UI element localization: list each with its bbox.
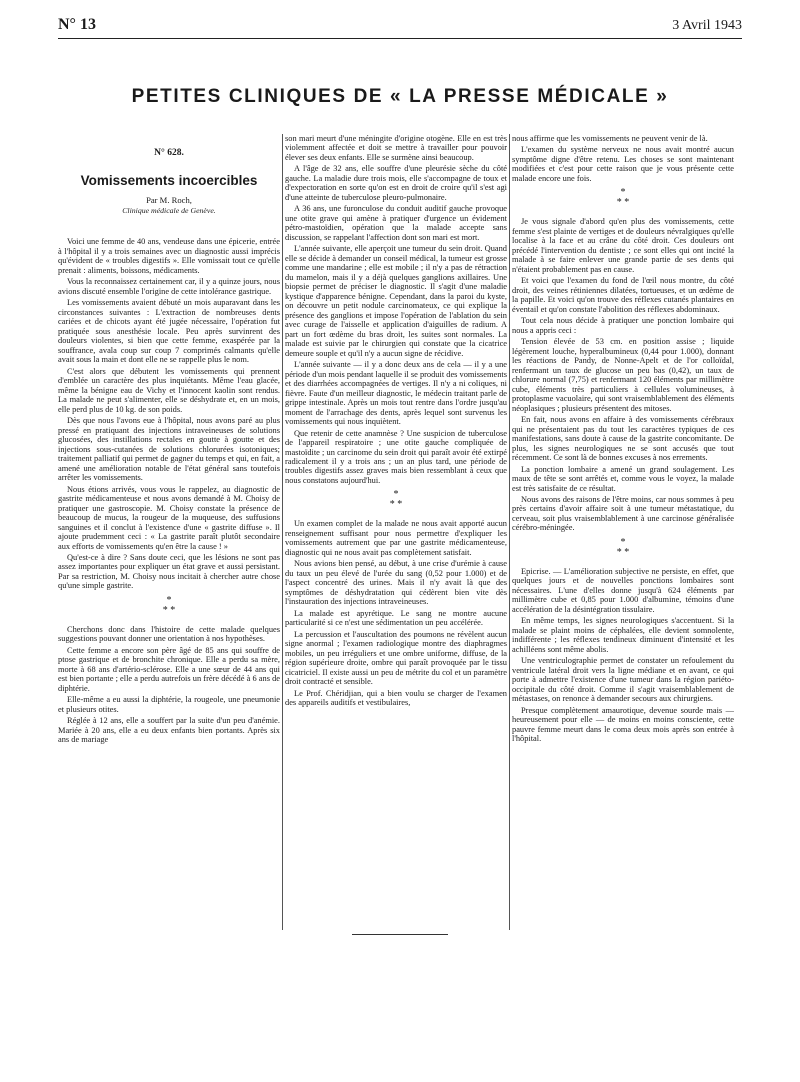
column-3 — [512, 134, 734, 930]
paragraph: son mari meurt d'une méningite d'origine otogène. Elle en est très violemment affectée et doit se mettre à travailler pour pouvoir élever ses deux enfants. Elle se surmène ainsi beaucoup. — [285, 134, 507, 162]
paragraph: Les vomissements avaient débuté un mois auparavant dans les circonstances suivantes : L'extraction de nombreuses dents cariées et de chicots ayant été jugée nécessaire, l'opération fut pratiquée sous anesthésie locale. Peu après survinrent des douleurs violentes, si bien que cette femme, exaspérée par la souffrance, avala coup sur coup 7 comprimés calmants qu'elle avait sous la main et dont elle ne se rappelle plus le nom. — [58, 298, 280, 365]
article-columns — [58, 134, 748, 930]
paragraph: Vous la reconnaissez certainement car, il y a quinze jours, nous avions discuté ensemble l'origine de cette intolérance gastrique. — [58, 277, 280, 296]
paragraph: Presque complètement amaurotique, devenue sourde mais — heureusement pour elle — de moins en moins consciente, cette pauvre femme meurt dans le coma deux mois après son entrée à l'hôpital. — [512, 705, 734, 744]
article-end-rule — [352, 934, 448, 935]
section-separator — [285, 490, 507, 510]
page-header — [58, 14, 742, 39]
paragraph: Nous avons des raisons de l'être moins, car nous sommes à peu près certains d'avoir affaire soit à une tumeur métastatique, du cerveau, soit plus vraisemblablement à une carcinose généralisée cérébro-méningée. — [512, 494, 734, 533]
paragraph: Qu'est-ce à dire ? Sans doute ceci, que les lésions ne sont pas assez importantes pour expliquer un état grave et aussi persistant. Par sa restriction, M. Choisy nous incitait à chercher autre chose qu'une simple gastrite. — [58, 552, 280, 591]
author: Par M. Roch, — [146, 194, 192, 205]
issue-number: N° 13 — [58, 16, 96, 33]
separator-star-top: * — [620, 187, 626, 199]
paragraph: Le Prof. Chéridjian, qui a bien voulu se charger de l'examen des appareils auditifs et vestibulaires, — [285, 688, 507, 708]
column-divider — [509, 134, 510, 930]
section-separator — [512, 538, 734, 558]
paragraph: A 36 ans, une furonculose du conduit auditif gauche provoque une otite grave qui amène à pratiquer d'urgence un évidement pétro-mastoïdien, opération que la malade accepte sans discussion, se rappelant l'affection dont son mari est mort. — [285, 204, 507, 242]
paragraph: Je vous signale d'abord qu'en plus des vomissements, cette femme s'est plainte de vertiges et de douleurs névralgiques qu'elle localise à la face et au crâne du côté droit. Ces douleurs ont précédé l'intervention du dentiste ; ce sont elles qui ont incité la malade à se faire enlever une grande partie de ses dents qui n'étaient probablement pas en cause. — [512, 217, 734, 274]
separator-star-bottom: * * — [616, 546, 630, 558]
separator-star-bottom: * * — [162, 604, 176, 616]
paragraph: Un examen complet de la malade ne nous avait apporté aucun renseignement suffisant pour nous permettre d'expliquer les vomissements autrement que par une gastrite médicamenteuse, diagnostic qui ne nous avait pas complètement satisfait. — [285, 519, 507, 557]
paragraph: Dès que nous l'avons eue à l'hôpital, nous avons paré au plus pressé en pratiquant des injections intraveineuses de solutions glucosées, des instillations rectales en goutte à goutte et des injections sous-cutanées de solutions chlorurées isotoniques; traitement palliatif qui permet de gagner du temps et qui, en fait, a amené une amélioration notable de l'état général sans toutefois arrêter les vomissements. — [58, 416, 280, 483]
separator-star-bottom: * * — [389, 499, 403, 511]
paragraph: L'année suivante — il y a donc deux ans de cela — il y a une période d'un mois pendant laquelle il se produit des vomissements et des diarrhées accompagnées de vertiges. Il n'y a ni coliques, ni fièvre. Faute d'un meilleur diagnostic, le médecin traitant parle de grippe intestinale. Après un mois tout rentre dans l'ordre jusqu'au moment de l'arrachage des dents, après lequel sont survenus les vomissements qui nous inquiètent. — [285, 360, 507, 427]
paragraph: Réglée à 12 ans, elle a souffert par la suite d'un peu d'anémie. Mariée à 20 ans, elle a eu deux enfants bien portants. Après six ans de mariage — [58, 716, 280, 745]
paragraph: Epicrise. — L'amélioration subjective ne persiste, en effet, que quelques jours et de nouvelles ponctions lombaires sont nécessaires. L'une d'elles donne jusqu'à 624 éléments par millimètre cube et 0,85 pour 1.000 d'albumine, témoins d'une accélération de la désintégration tissulaire. — [512, 566, 734, 614]
paragraph: Voici une femme de 40 ans, vendeuse dans une épicerie, entrée à l'hôpital il y a trois semaines avec un diagnostic aussi imprécis qu'évident de « troubles digestifs ». Elle vomissait tout ce qu'elle prenait : aliments, boissons, médicaments. — [58, 237, 280, 275]
paragraph: C'est alors que débutent les vomissements qui prennent d'emblée un caractère des plus inquiétants. Même l'eau glacée, même la bénigne eau de Vichy et l'innocent kaolin sont rendus. La malade ne peut s'alimenter, elle se déshydrate et, en un mois, elle perd plus de 10 kg. de son poids. — [58, 366, 280, 414]
paragraph: Tension élevée de 53 cm. en position assise ; liquide légèrement louche, hyperalbumineux (0,44 pour 1.000), donnant les réactions de Pandy, de Nonne-Apelt et de l'or colloïdal, renfermant un taux de glucose un peu bas (0,42), un taux de chlorure normal (7,75) et renfermant 120 éléments par millimètre cube, éléments très particuliers à cellules volumineuses, à protoplasme vacuolaire, qui sont vraisemblablement des éléments néoplasiques ; plusieurs présentent des mitoses. — [512, 337, 734, 413]
paragraph: nous affirme que les vomissements ne peuvent venir de là. — [512, 134, 708, 143]
paragraph: A l'âge de 32 ans, elle souffre d'une pleurésie sèche du côté gauche. La maladie dure trois mois, elle s'accompagne de toux et d'expectoration en sorte qu'on est en droit de croire qu'il s'est agi d'une atteinte de tuberculose pleuro-pulmonaire. — [285, 164, 507, 202]
article-number: N° 628. — [154, 148, 184, 158]
paragraph: Elle-même a eu aussi la diphtérie, la rougeole, une pneumonie et plusieurs otites. — [58, 695, 280, 714]
paragraph: Nous avions bien pensé, au début, à une crise d'urémie à cause du taux un peu élevé de l'urée du sang (0,52 pour 1.000) et de l'aspect concentré des urines. Mais il n'y avait là que des symptômes de déshydratation qui cédèrent bien vite dès l'instauration des injections intraveineuses. — [285, 559, 507, 607]
paragraph: La ponction lombaire a amené un grand soulagement. Les maux de tête se sont arrêtés et, comme vous le voyez, la malade est très satisfaite de ce résultat. — [512, 464, 734, 493]
paragraph: Que retenir de cette anamnèse ? Une suspicion de tuberculose de l'appareil respiratoire ; une otite gauche compliquée de mastoïdite ; un carcinome du sein droit qui paraît avoir été extirpé radicalement il y a trois ans ; un an plus tard, une période de troubles digestifs assez graves mais bien ressemblant à ceux que nous constatons aujourd'hui. — [285, 428, 507, 485]
paragraph: Et voici que l'examen du fond de l'œil nous montre, du côté droit, des veines rétiniennes dilatées, tortueuses, et un œdème de la papille. Et voici qu'on trouve des réflexes cutanés plantaires en éventail et qu'on constate l'abolition des réflexes abdominaux. — [512, 276, 734, 314]
author-affiliation: Clinique médicale de Genève. — [122, 205, 216, 215]
paragraph: L'année suivante, elle aperçoit une tumeur du sein droit. Quand elle se décide à demander un conseil médical, la tumeur est grosse comme une mandarine ; elle est mobile ; il n'y a pas de rétraction du mamelon, mais il y a déjà quelques ganglions axillaires. Une biopsie permet de préciser le diagnostic. Il s'agit d'une maladie kystique d'apparence bénigne. Cependant, dans la paroi du kyste, on découvre un petit nodule carcinomateux, ce qui explique la présence des ganglions et impose l'opération de l'ablation du sein avec curage de l'aisselle et application d'aiguilles de radium. A part un fort œdème du bras droit, les suites sont normales. La malade est suivie par le chirurgien qui constate que la cicatrice demeure souple et qu'il n'y a aucun signe de récidive. — [285, 244, 507, 358]
separator-star-bottom: * * — [616, 197, 630, 209]
article-title: Vomissements incoercibles — [80, 172, 258, 188]
paragraph: L'examen du système nerveux ne nous avait montré aucun symptôme digne d'être retenu. Les choses se sont maintenant modifiées et c'est pour cette raison que je vous présente cette malade encore une fois. — [512, 145, 734, 183]
paragraph: Cette femme a encore son père âgé de 85 ans qui souffre de ptose gastrique et de bronchite chronique. Elle a perdu sa mère, morte à 68 ans d'artério-sclérose. Elle a une sœur de 44 ans qui est bien portante ; elle a perdu autrefois un frère décédé à 6 ans de diphtérie. — [58, 645, 280, 693]
paragraph: Tout cela nous décide à pratiquer une ponction lombaire qui nous a appris ceci : — [512, 316, 734, 335]
column-1 — [58, 134, 280, 930]
paragraph: Une ventriculographie permet de constater un refoulement du ventricule latéral droit vers la ligne médiane et en avant, ce qui porte à admettre l'existence d'une tumeur dans la région pariéto-occipitale du côté droit. Comme il s'agit vraisemblablement de métastases, on renonce à demander secours aux chirurgiens. — [512, 656, 734, 704]
paragraph: La percussion et l'auscultation des poumons ne révèlent aucun signe anormal ; l'examen radiologique montre des diaphragmes mobiles, un peu irréguliers et une ombre uniforme, diffuse, de la région supérieure droite, ombre qui paraît provoquée par le tissu cicatriciel. Il existe aussi un peu de métrite du col et un paramètre droit contracté et sensible. — [285, 629, 507, 687]
section-banner: PETITES CLINIQUES DE « LA PRESSE MÉDICALE » — [131, 86, 669, 107]
paragraph: La malade est apyrétique. Le sang ne montre aucune particularité si ce n'est une sédimentation un peu accélérée. — [285, 608, 507, 628]
separator-star-top: * — [620, 536, 626, 548]
paragraph: En fait, nous avons en affaire à des vomissements cérébraux qui ne présentaient pas du tout les caractères typiques de ces manifestations, sans doute à cause de la gastrite concomitante. De plus, les signes neurologiques ne se sont accusés que tout récemment. Ce sont là de bonnes excuses à nos errements. — [512, 415, 734, 463]
section-separator — [58, 596, 280, 616]
paragraph: Nous étions arrivés, vous vous le rappelez, au diagnostic de gastrite médicamenteuse et nous avons demandé à M. Choisy de pratiquer une gastroscopie. M. Choisy constate la présence de beaucoup de mucus, la rougeur de la muqueuse, des suffusions sanguines et il conclut à l'existence d'une « gastrite diffuse ». Il ajoute prudemment ceci : « La gastrite paraît plutôt secondaire aux efforts de vomissements qu'en être la cause ! » — [58, 484, 280, 551]
issue-date: 3 Avril 1943 — [672, 18, 742, 33]
separator-star-top: * — [393, 489, 399, 501]
column-2 — [285, 134, 507, 930]
column-divider — [282, 134, 283, 930]
paragraph: Cherchons donc dans l'histoire de cette malade quelques suggestions pouvant donner une orientation à nos hypothèses. — [58, 624, 280, 644]
separator-star-top: * — [166, 594, 172, 606]
section-separator — [512, 188, 734, 208]
paragraph: En même temps, les signes neurologiques s'accentuent. Si la malade se plaint moins de céphalées, elle devient somnolente, indifférente ; les réflexes tendineux diminuent d'intensité et les achilléens sont même abolis. — [512, 616, 734, 654]
